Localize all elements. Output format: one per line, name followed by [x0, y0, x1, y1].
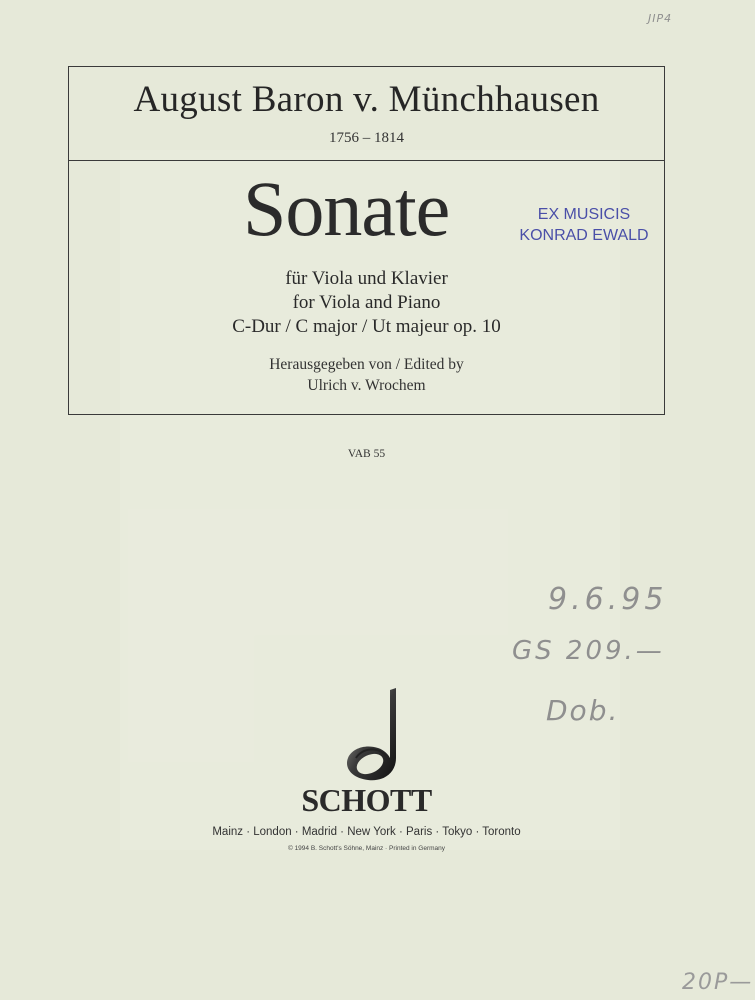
handwritten-price: GS 209.— — [512, 636, 665, 666]
publisher-cities: Mainz · London · Madrid · New York · Paris · Tokyo · Toronto — [212, 826, 521, 838]
editor-name: Ulrich v. Wrochem — [307, 377, 426, 394]
composer-name: August Baron v. Münchhausen — [133, 79, 600, 120]
work-title: Sonate — [243, 165, 450, 252]
handwritten-initials: Dob. — [546, 694, 620, 727]
handwritten-date: 9.6.95 — [548, 582, 668, 617]
publisher-name: SCHOTT — [301, 782, 432, 818]
key-opus: C-Dur / C major / Ut majeur op. 10 — [232, 316, 501, 337]
handwritten-bottom-right: 20P— — [682, 970, 754, 995]
copyright-notice: © 1994 B. Schott's Söhne, Mainz · Printed in Germany — [287, 845, 446, 852]
stamp-line-2: KONRAD EWALD — [519, 227, 649, 244]
edited-by-label: Herausgegeben von / Edited by — [269, 356, 464, 373]
schott-note-logo-icon — [338, 688, 418, 783]
stamp-line-1: EX MUSICIS — [537, 206, 631, 223]
subtitle-german: für Viola und Klavier — [285, 268, 448, 289]
composer-dates: 1756 – 1814 — [329, 130, 404, 146]
handwritten-top-right: JIP4 — [648, 12, 673, 25]
ownership-stamp — [508, 204, 660, 246]
frame-divider — [68, 160, 665, 161]
subtitle-english: for Viola and Piano — [292, 292, 441, 313]
catalog-number: VAB 55 — [347, 448, 386, 460]
